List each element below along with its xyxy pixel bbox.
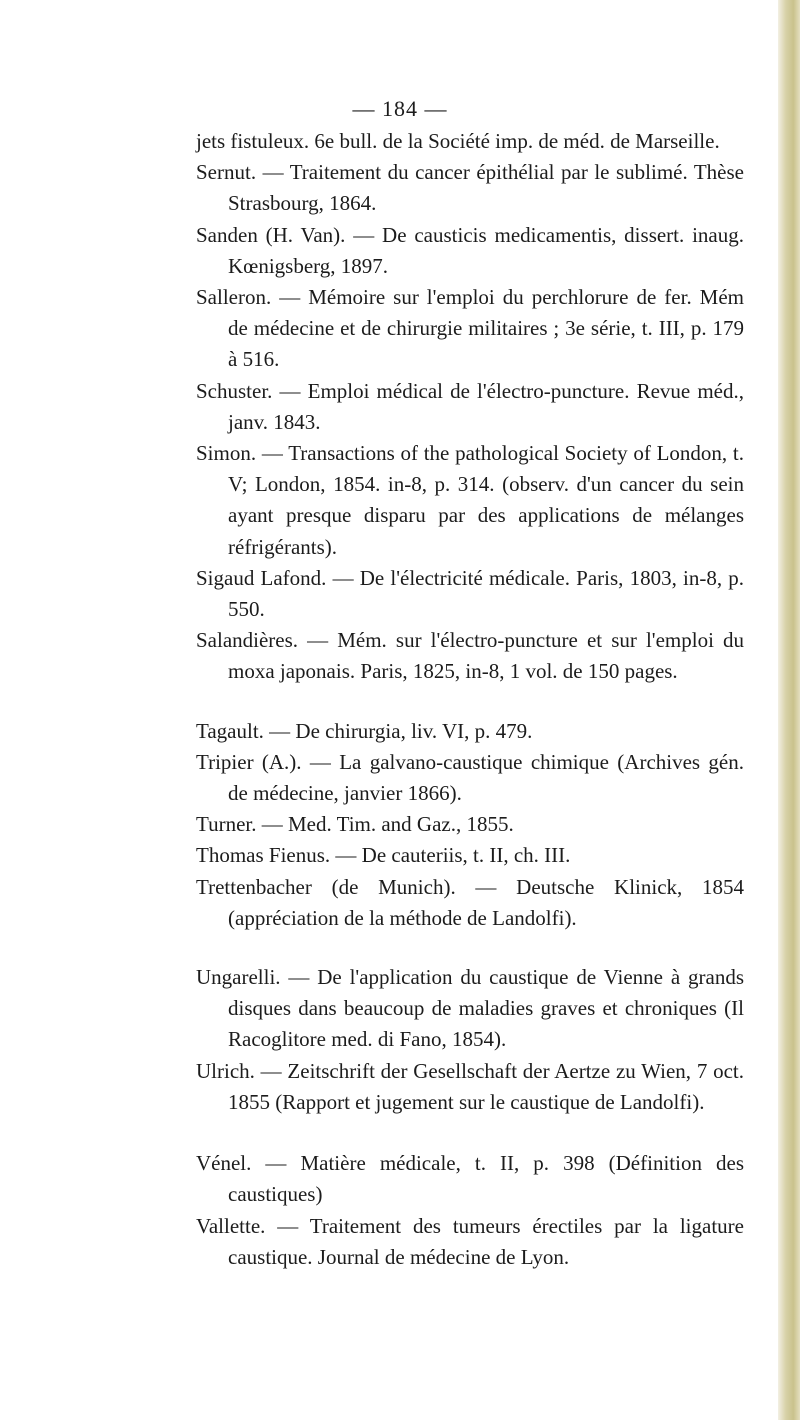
bibliography-entry: Turner. — Med. Tim. and Gaz., 1855.: [196, 812, 514, 837]
bibliography-entry: Vallette. — Traitement des tumeurs érectiles par la ligature caustique. Journal de médecine de Lyon.: [196, 1213, 744, 1269]
bibliography-entry: Ungarelli. — De l'application du caustique de Vienne à grands disques dans beaucoup de maladies graves et chroniques (Il Racoglitore med. di Fano, 1854).: [196, 965, 744, 1052]
section-gap: [196, 1118, 744, 1148]
bibliography-entry: Simon. — Transactions of the pathological Society of London, t. V; London, 1854. in-8, p. 314. (observ. d'un cancer du sein ayant presque disparu par des applications de mélanges réfrigérants).: [196, 441, 744, 559]
bibliography-entry: Thomas Fienus. — De cauteriis, t. II, ch. III.: [196, 843, 571, 868]
section-gap: [196, 934, 744, 962]
bibliography-entry: Sigaud Lafond. — De l'électricité médicale. Paris, 1803, in-8, p. 550.: [196, 565, 744, 622]
page-number: — 184 —: [352, 96, 448, 121]
bibliography-entry: Schuster. — Emploi médical de l'électro-puncture. Revue méd., janv. 1843.: [196, 378, 744, 434]
bibliography-entry: Sernut. — Traitement du cancer épithélial par le sublimé. Thèse Strasbourg, 1864.: [196, 160, 744, 216]
bibliography-entry: Vénel. — Matière médicale, t. II, p. 398 (Définition des caustiques): [196, 1151, 744, 1207]
bibliography-entry: jets fistuleux. 6e bull. de la Société imp. de méd. de Marseille.: [196, 129, 720, 153]
page-edge: [778, 0, 800, 1420]
bibliography-entry: Tripier (A.). — La galvano-caustique chimique (Archives gén. de médecine, janvier 1866).: [196, 749, 744, 806]
bibliography-entry: Trettenbacher (de Munich). — Deutsche Klinick, 1854 (appréciation de la méthode de Landolfi).: [196, 874, 744, 930]
bibliography-entry: Salandières. — Mém. sur l'électro-puncture et sur l'emploi du moxa japonais. Paris, 1825, in-8, 1 vol. de 150 pages.: [196, 628, 744, 684]
bibliography-entry: Tagault. — De chirurgia, liv. VI, p. 479.: [196, 718, 533, 743]
bibliography-entry: Salleron. — Mémoire sur l'emploi du perchlorure de fer. Mém de médecine et de chirurgie militaires ; 3e série, t. III, p. 179 à 516.: [196, 285, 744, 372]
bibliography-entry: Ulrich. — Zeitschrift der Gesellschaft der Aertze zu Wien, 7 oct. 1855 (Rapport et jugement sur le caustique de Landolfi).: [196, 1058, 744, 1114]
bibliography-list: [196, 126, 744, 1273]
bibliography-entry: Sanden (H. Van). — De causticis medicamentis, dissert. inaug. Kœnigsberg, 1897.: [196, 222, 744, 278]
section-gap: [196, 688, 744, 716]
